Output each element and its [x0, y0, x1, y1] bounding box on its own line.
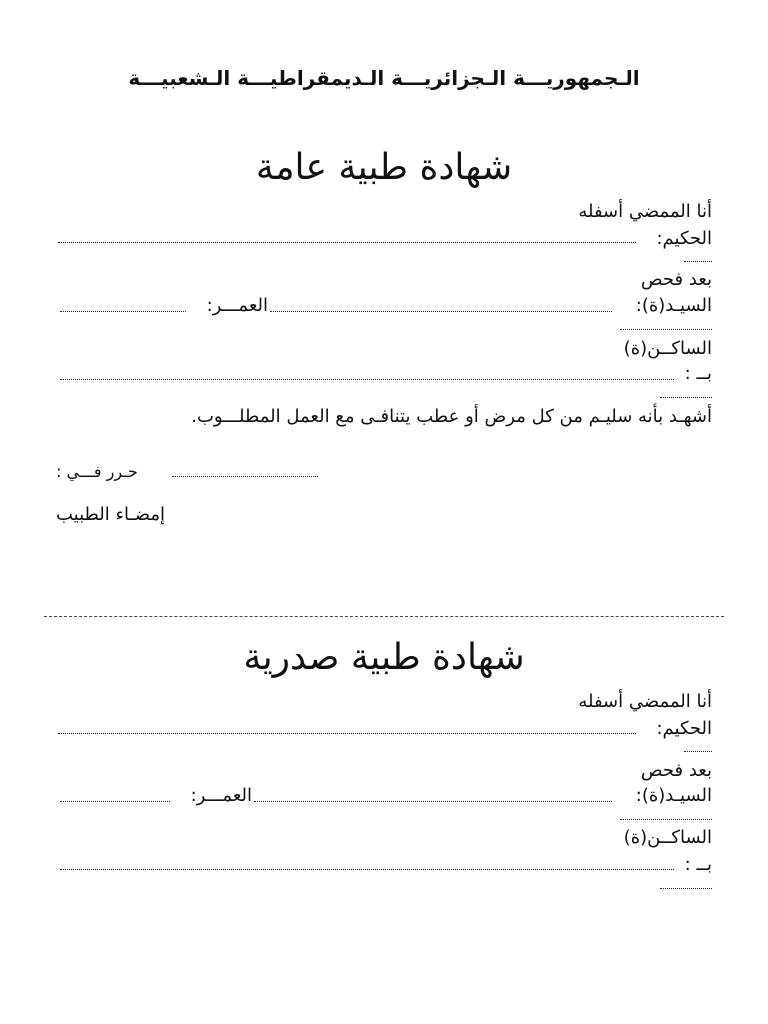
- doctor-label: الحكيم:: [656, 718, 712, 739]
- doctor-label: الحكيم:: [656, 228, 712, 249]
- address-at-label: بــ :: [684, 363, 712, 384]
- resident-label: الساكــن(ة): [623, 827, 712, 848]
- patient-label: السيـد(ة):: [635, 785, 712, 806]
- doctor-name-blank: [58, 242, 636, 243]
- age-label: العمـــر:: [190, 785, 252, 806]
- written-at-blank: [172, 476, 318, 477]
- address-blank: [60, 379, 674, 380]
- patient-name-blank: [270, 311, 612, 312]
- doctor-name-blank-continued: [684, 261, 712, 262]
- patient-label: السيـد(ة):: [635, 295, 712, 316]
- resident-label: الساكــن(ة): [623, 338, 712, 359]
- address-blank-continued: [660, 888, 712, 889]
- certificate-title: شهادة طبية عامة: [255, 147, 513, 188]
- address-blank-continued: [660, 397, 712, 398]
- after-exam-label: بعد فحص: [640, 269, 712, 290]
- signatory-label: أنا الممضي أسفله: [578, 201, 712, 222]
- patient-name-blank-continued: [620, 819, 712, 820]
- fitness-statement: أشهـد بأنه سليـم من كل مرض أو عطب يتنافـى مع العمل المطلـــوب.: [191, 406, 712, 427]
- doctor-name-blank: [58, 733, 636, 734]
- age-label: العمـــر:: [206, 295, 268, 316]
- after-exam-label: بعد فحص: [640, 760, 712, 781]
- age-blank: [60, 311, 186, 312]
- cut-line-divider: [44, 616, 724, 617]
- patient-name-blank: [254, 801, 612, 802]
- written-at-label: : حـرر فـــي: [56, 462, 138, 481]
- doctor-signature-label: إمضـاء الطبيب: [56, 504, 165, 525]
- signatory-label: أنا الممضي أسفله: [578, 691, 712, 712]
- doctor-name-blank-continued: [684, 751, 712, 752]
- certificate-title: شهادة طبية صدرية: [243, 637, 525, 678]
- republic-header: الـجمهوريـــة الـجزائريـــة الـديمقراطيـــة الـشعبيـــة: [128, 66, 640, 90]
- address-blank: [60, 869, 674, 870]
- age-blank: [60, 801, 170, 802]
- patient-name-blank-continued: [620, 329, 712, 330]
- address-at-label: بــ :: [684, 854, 712, 875]
